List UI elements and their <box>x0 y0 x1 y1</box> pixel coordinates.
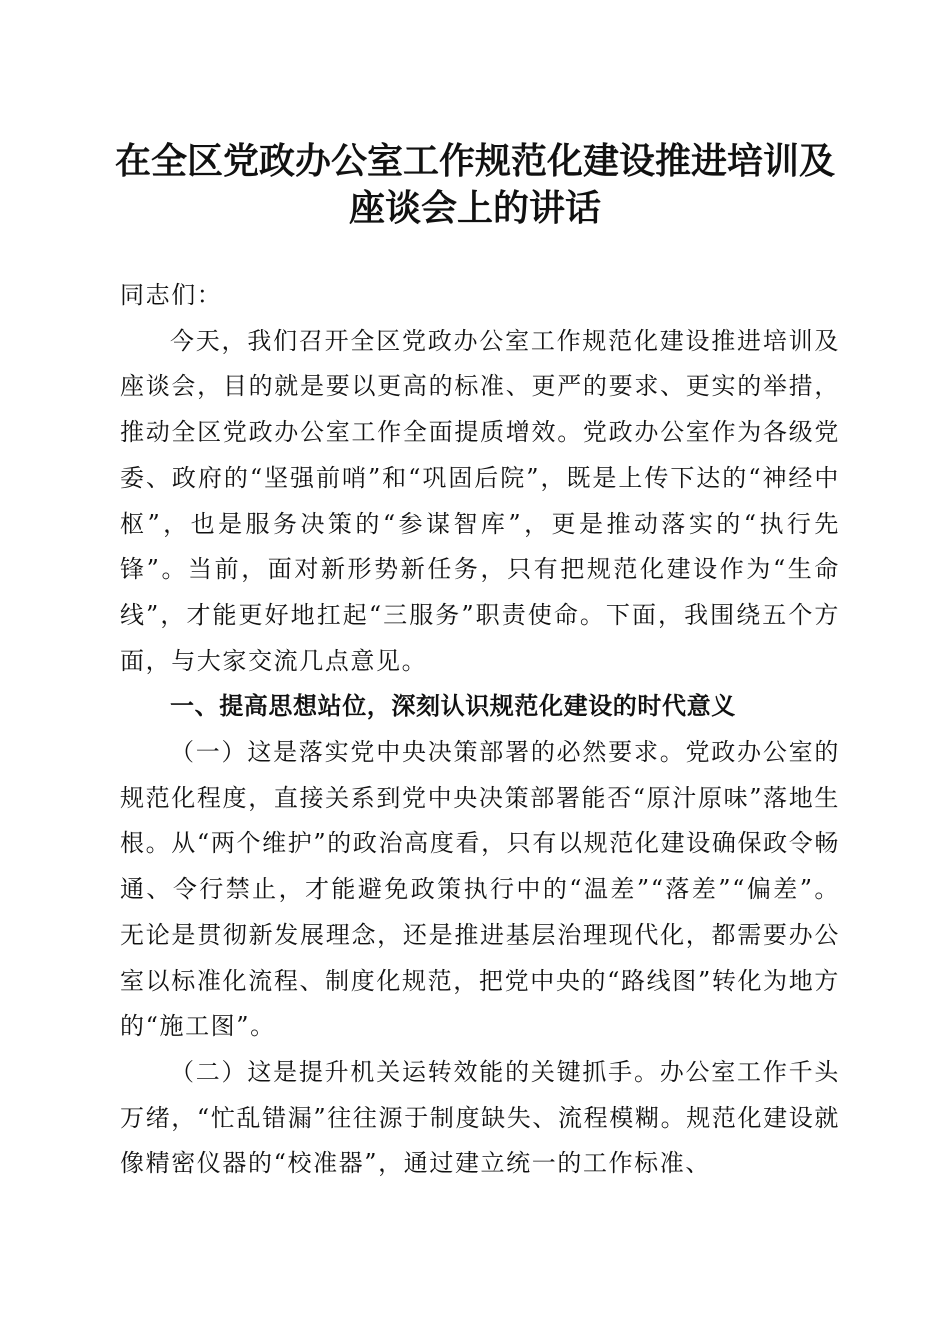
paragraph-1: （一）这是落实党中央决策部署的必然要求。党政办公室的规范化程度，直接关系到党中央决策部署能否“原汁原味”落地生根。从“两个维护”的政治高度看，只有以规范化建设确保政令畅通、令行禁止，才能避免政策执行中的“温差”“落差”“偏差”。无论是贯彻新发展理念，还是推进基层治理现代化，都需要办公室以标准化流程、制度化规范，把党中央的“路线图”转化为地方的“施工图”。 <box>120 738 840 1041</box>
document-title-line-1: 在全区党政办公室工作规范化建设推进培训及 <box>114 140 835 182</box>
salutation: 同志们： <box>120 281 223 309</box>
document-body <box>120 273 840 1187</box>
section-heading-1: 一、提高思想站位，深刻认识规范化建设的时代意义 <box>170 692 736 721</box>
paragraph-2: （二）这是提升机关运转效能的关键抓手。办公室工作千头万绪，“忙乱错漏”往往源于制度缺失、流程模糊。规范化建设就像精密仪器的“校准器”，通过建立统一的工作标准、 <box>120 1057 840 1178</box>
document-title-line-2: 座谈会上的讲话 <box>348 187 601 229</box>
intro-paragraph: 今天，我们召开全区党政办公室工作规范化建设推进培训及座谈会，目的就是要以更高的标准、更严的要求、更实的举措，推动全区党政办公室工作全面提质增效。党政办公室作为各级党委、政府的“坚强前哨”和“巩固后院”，既是上传下达的“神经中枢”，也是服务决策的“参谋智库”，更是推动落实的“执行先锋”。当前，面对新形势新任务，只有把规范化建设作为“生命线”，才能更好地扛起“三服务”职责使命。下面，我围绕五个方面，与大家交流几点意见。 <box>120 326 840 675</box>
